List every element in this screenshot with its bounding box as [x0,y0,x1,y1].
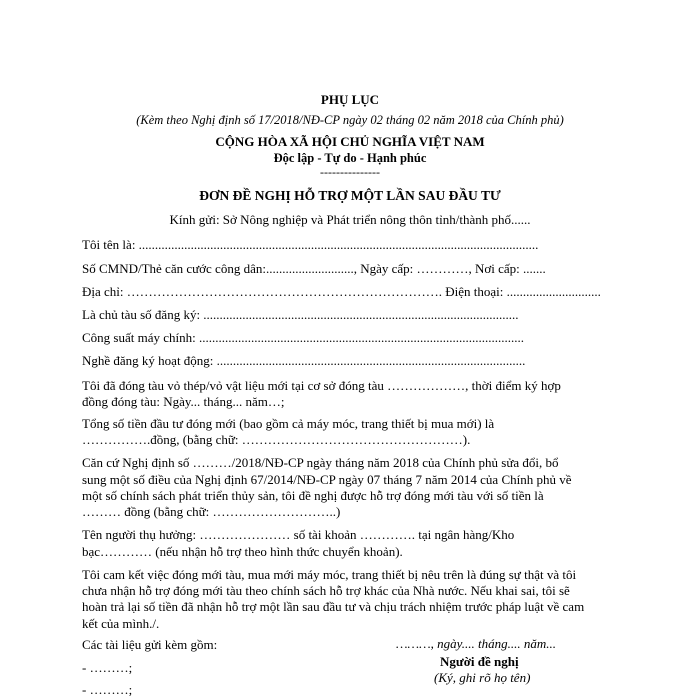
paragraph-request-line-1: Căn cứ Nghị định số ………/2018/NĐ-CP ngày tháng năm 2018 của Chính phủ sửa đổi, bổ [82,455,559,470]
header-separator: --------------- [320,165,380,179]
appendix-title: PHỤ LỤC [320,92,380,107]
engine-power-field: Công suất máy chính: .................................................................................................... [82,330,524,345]
national-motto: Độc lập - Tự do - Hạnh phúc [273,151,427,165]
form-title: ĐƠN ĐỀ NGHỊ HỖ TRỢ MỘT LẦN SAU ĐẦU TƯ [199,188,501,203]
activity-field: Nghề đăng ký hoạt động: ............................................................................................... [82,353,526,368]
paragraph-beneficiary-line-1: Tên người thụ hưởng: ………………… số tài khoản …………. tại ngân hàng/Kho [82,527,515,542]
paragraph-request-line-3: một số chính sách phát triển thủy sản, tôi đề nghị được hỗ trợ đóng mới tàu với số tiền là [82,488,544,503]
paragraph-shipbuilding-line-1: Tôi đã đóng tàu vỏ thép/vỏ vật liệu mới tại cơ sở đóng tàu ………………, thời điểm ký hợp [82,378,561,393]
name-field: Tôi tên là: ........................................................................................................................... [82,237,539,252]
signature-note: (Ký, ghi rõ họ tên) [434,670,531,685]
paragraph-shipbuilding-line-2: đồng đóng tàu: Ngày... tháng... năm…; [82,394,285,409]
paragraph-beneficiary-line-2: bạc………… (nếu nhận hỗ trợ theo hình thức chuyển khoản). [82,544,403,559]
paragraph-investment-line-2: …………….đồng, (bằng chữ: ……………………………………………). [82,432,471,447]
paragraph-commitment-line-2: chưa nhận hỗ trợ đóng mới tàu theo chính sách hỗ trợ khác của Nhà nước. Nếu khai sai, tôi sẽ [82,583,570,598]
paragraph-request-line-2: sung một số điều của Nghị định 67/2014/NĐ-CP ngày 07 tháng 7 năm 2014 của Chính phủ về [82,472,572,487]
country-name: CỘNG HÒA XÃ HỘI CHỦ NGHĨA VIỆT NAM [215,134,485,149]
paragraph-request-line-4: ……… đồng (bằng chữ: ………………………..) [82,504,341,519]
paragraph-commitment-line-4: kết của mình./. [82,616,160,631]
owner-field: Là chủ tàu số đăng ký: ................................................................................................. [82,307,519,322]
attachment-item-2: - ………; [82,682,133,697]
signature-title: Người đề nghị [440,654,519,669]
address-field: Địa chỉ: ………………………………………………………………. Điện thoại: ............................. [82,284,601,299]
signature-date-line: ………, ngày.... tháng.... năm... [396,636,556,651]
paragraph-commitment-line-3: hoàn trả lại số tiền đã nhận hỗ trợ một lần sau đầu tư và chịu trách nhiệm trước pháp luật về cam [82,599,585,614]
paragraph-investment-line-1: Tổng số tiền đầu tư đóng mới (bao gồm cả máy móc, trang thiết bị mua mới) là [82,416,495,431]
decree-note: (Kèm theo Nghị định số 17/2018/NĐ-CP ngày 02 tháng 02 năm 2018 của Chính phủ) [136,113,564,127]
paragraph-commitment-line-1: Tôi cam kết việc đóng mới tàu, mua mới máy móc, trang thiết bị nêu trên là đúng sự thật và tôi [82,567,577,582]
attachment-item-1: - ………; [82,660,133,675]
recipient-line: Kính gửi: Sở Nông nghiệp và Phát triển nông thôn tỉnh/thành phố...... [169,212,531,227]
attachments-heading: Các tài liệu gửi kèm gồm: [82,637,218,652]
id-field: Số CMND/Thẻ căn cước công dân:..........................., Ngày cấp: …………, Nơi cấp: ....... [82,261,546,276]
